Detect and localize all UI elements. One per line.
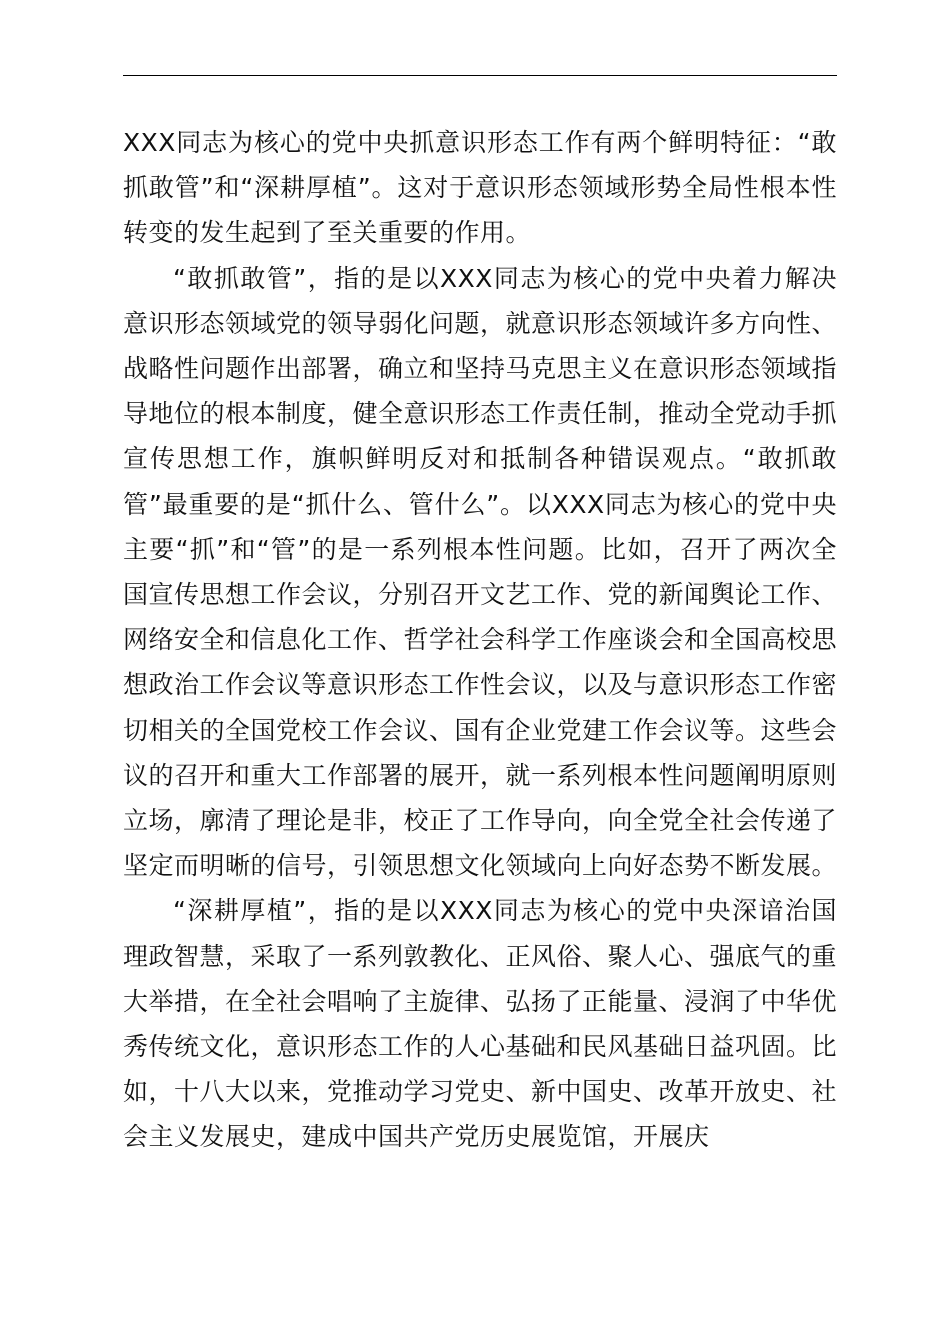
document-body — [123, 120, 837, 1160]
paragraph-gan-zhua-gan-guan: “敢抓敢管”，指的是以XXX同志为核心的党中央着力解决意识形态领域党的领导弱化问题，就意识形态领域许多方向性、战略性问题作出部署，确立和坚持马克思主义在意识形态领域指导地位的根本制度，健全意识形态工作责任制，推动全党动手抓宣传思想工作，旗帜鲜明反对和抵制各种错误观点。“敢抓敢管”最重要的是“抓什么、管什么”。以XXX同志为核心的党中央主要“抓”和“管”的是一系列根本性问题。比如，召开了两次全国宣传思想工作会议，分别召开文艺工作、党的新闻舆论工作、网络安全和信息化工作、哲学社会科学工作座谈会和全国高校思想政治工作会议等意识形态工作性会议，以及与意识形态工作密切相关的全国党校工作会议、国有企业党建工作会议等。这些会议的召开和重大工作部署的展开，就一系列根本性问题阐明原则立场，廓清了理论是非，校正了工作导向，向全党全社会传递了坚定而明晰的信号，引领思想文化领域向上向好态势不断发展。 — [123, 263, 838, 881]
header-rule — [123, 75, 837, 76]
paragraph-shen-geng-hou-zhi: “深耕厚植”，指的是以XXX同志为核心的党中央深谙治国理政智慧，采取了一系列敦教化、正风俗、聚人心、强底气的重大举措，在全社会唱响了主旋律、弘扬了正能量、浸润了中华优秀传统文化，意识形态工作的人心基础和民风基础日益巩固。比如，十八大以来，党推动学习党史、新中国史、改革开放史、社会主义发展史，建成中国共产党历史展览馆，开展庆 — [123, 896, 838, 1152]
paragraph-continuation: XXX同志为核心的党中央抓意识形态工作有两个鲜明特征：“敢抓敢管”和“深耕厚植”。这对于意识形态领域形势全局性根本性转变的发生起到了至关重要的作用。 — [123, 128, 837, 248]
